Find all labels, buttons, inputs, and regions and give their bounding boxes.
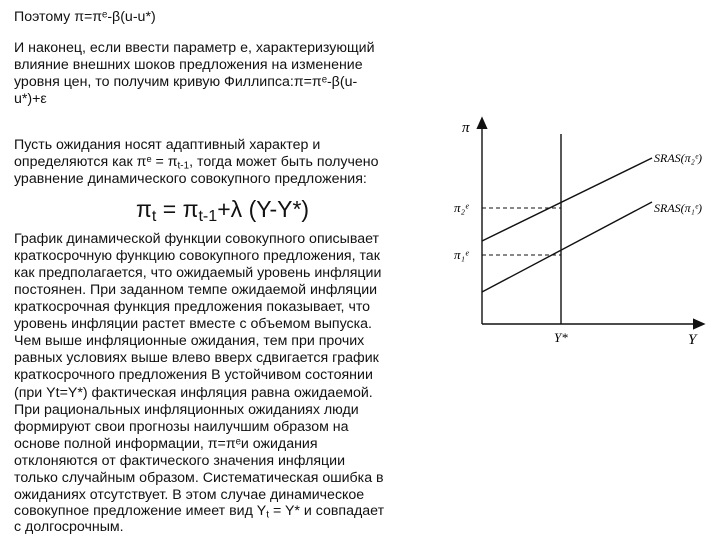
paragraph-line: краткосрочная функция предложения показывает, что — [14, 299, 371, 316]
paragraph-line: Пусть ожидания носят адаптивный характер и — [14, 137, 321, 153]
paragraph-line: уравнение динамического совокупного предложения: — [14, 171, 367, 187]
tick-upper-label: π₂ᵉ — [454, 200, 469, 215]
paragraph-line: График динамической функции совокупного описывает — [14, 231, 380, 247]
paragraph-line: u*)+ε — [14, 91, 47, 107]
paragraph-line: краткосрочного предложения В устойчивом состоянии — [14, 367, 373, 384]
paragraph-line: При рациональных инфляционных ожиданиях люди — [14, 401, 359, 418]
paragraph-line: краткосрочную функцию совокупного предложения, так — [14, 248, 380, 265]
y-axis-label: π — [462, 120, 470, 136]
sras-upper-label: SRAS(π₂ᵉ) — [654, 151, 702, 165]
paragraph-line: И наконец, если ввести параметр е, характеризующий — [14, 40, 375, 56]
paragraph-line: отклоняются от фактического значения инфляции — [14, 452, 346, 469]
sras-diagram — [448, 112, 716, 344]
paragraph-line: Чем выше инфляционные ожидания, тем при прочих — [14, 333, 365, 350]
paragraph-line: уровень инфляции растет вместе с объемом выпуска. — [14, 316, 372, 333]
main-formula: $\pi_t = \pi_{t-1}+\lambda$ (Y-Y*) — [136, 196, 310, 226]
paragraph-line: основе полной информации, π=πᵉи ожидания — [14, 435, 318, 452]
sras-upper-line — [482, 158, 652, 241]
paragraph-line: с долгосрочным. — [14, 519, 124, 535]
tick-lower-label: π₁ᵉ — [454, 247, 469, 262]
paragraph-line: только случайным образом. Систематическая ошибка в — [14, 469, 384, 486]
natural-output-label: Y* — [554, 330, 568, 344]
paragraph-line: постоянен. При заданном темпе ожидаемой инфляции — [14, 282, 378, 299]
paragraph-line: совокупное предложение имеет вид $Y_t = Y*$ и совпадает — [14, 503, 385, 521]
formula-line: Поэтому π=πᵉ-β(u-u*) — [14, 9, 156, 25]
paragraph-line: определяются как $\pi^e = \pi_{t-1}$, тогда может быть получено — [14, 153, 379, 172]
paragraph-line: (при Yt=Y*) фактическая инфляция равна ожидаемой. — [14, 384, 373, 401]
paragraph-line: влияние внешних шоков предложения на изменение — [14, 57, 363, 73]
paragraph-line: как предполагается, что ожидаемый уровень инфляции — [14, 265, 382, 282]
paragraph-line: ожиданиях отсутствует. В этом случае динамическое — [14, 486, 365, 503]
paragraph-line: формируют свои прогнозы наилучшим образом на — [14, 418, 349, 435]
sras-lower-line — [482, 202, 652, 292]
sras-lower-label: SRAS(π₁ᵉ) — [654, 201, 702, 215]
x-axis-label: Y — [688, 332, 697, 344]
paragraph-line: равных условиях выше влево вверх сдвигается график — [14, 350, 379, 367]
paragraph-line: уровня цен, то получим кривую Филлипса:π=πᵉ-β(u- — [14, 74, 358, 90]
